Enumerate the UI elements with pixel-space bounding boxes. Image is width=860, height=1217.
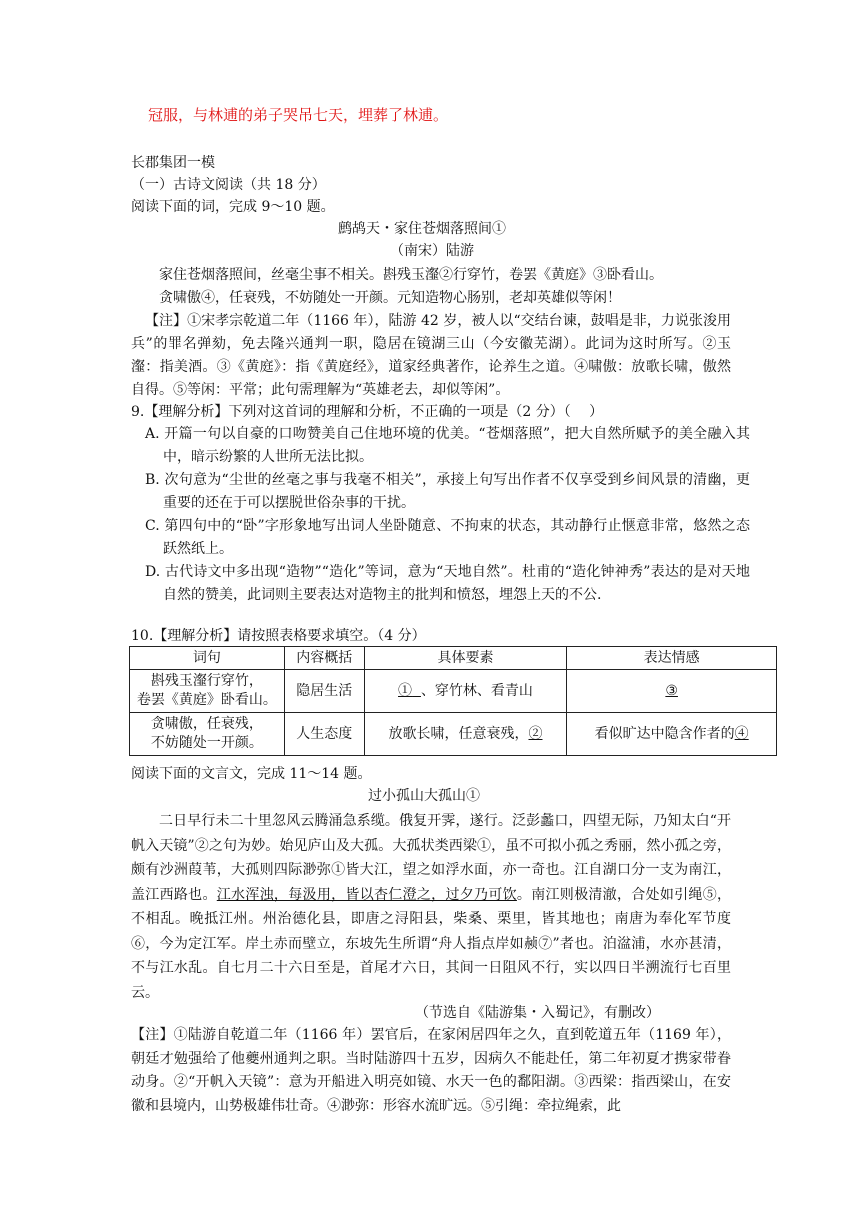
poem-intro: 阅读下面的词，完成 9～10 题。 [131,199,335,215]
answer-blank-1[interactable]: ① [398,682,413,699]
cell-line: 贪啸傲，任衰残， [150,716,263,732]
cell-line: 不妨随处一开颜。 [150,735,263,751]
prose-underlined-sentence: 江水浑浊，每汲用，皆以杏仁澄之，过夕乃可饮 [216,886,517,903]
elements-text: 放歌长啸，任意衰残， [388,725,529,742]
cell-line: 卷罢《黄庭》卧看山。 [136,692,277,708]
section-title: （一）古诗文阅读（共 18 分） [131,177,326,193]
table-header-row [130,647,777,670]
table-cell-elements [364,713,567,756]
prose-intro: 阅读下面的文言文，完成 11～14 题。 [131,766,372,782]
elements-rest: 、穿竹林、看青山 [420,682,533,699]
prose-paragraph [131,809,731,1005]
poem-author: （南宋）陆游 [390,243,474,259]
table-header: 内容概括 [284,647,364,670]
prose-text-b: 。南江则极清澈，合处如引绳⑤，不相乱。晚抵江州。州治德化县，即唐之浔阳县，柴桑、栗里，皆其地也；南唐为奉化军节度⑥，今为定江军。岸土赤而壁立，东坡先生所谓“舟人指点岸如赪⑦”者也。泊湓浦，水亦甚清，不与江水乱。自七月二十六日至是，首尾才六日，其间一日阻风不行，实以四日半溯流行七百里云。 [131,886,732,1001]
table-header: 表达情感 [567,647,777,670]
emotion-prefix: 看似旷达中隐含作者的 [594,725,735,742]
answer-blank-2[interactable]: ② [528,725,543,742]
table-header: 具体要素 [364,647,567,670]
prose-source: （节选自《陆游集・入蜀记》，有删改） [415,1005,660,1021]
poem-note: 【注】①宋孝宗乾道二年（1166 年），陆游 42 岁，被人以“交结台谏，鼓唱是非，力说张浚用兵”的罪名弹劾，免去隆兴通判一职，隐居在镜湖三山（今安徽芜湖）。此词为这时所写。②玉瀣：指美酒。③《黄庭》：指《黄庭经》，道家经典著作，论养生之道。④啸傲：放歌长啸，傲然自得。⑤等闲：平常；此句需理解为“英雄老去，却似等闲”。 [131,313,731,398]
table-row [130,713,777,756]
table-cell-lines [130,713,285,756]
answer-blank-4[interactable]: ④ [734,725,749,742]
question-9-stem: 9.【理解分析】下列对这首词的理解和分析，不正确的一项是（2 分）（ ） [131,404,604,420]
answer-blank-3[interactable]: ③ [665,682,678,699]
question-9-option-a: A. 开篇一句以自豪的口吻赞美自己住地环境的优美。“苍烟落照”，把大自然所赋予的美全融入其中，暗示纷繁的人世所无法比拟。 [145,426,750,465]
prose-note: 【注】①陆游自乾道二年（1166 年）罢官后，在家闲居四年之久，直到乾道五年（1169 年），朝廷才勉强给了他夔州通判之职。当时陆游四十五岁，因病久不能赴任，第二年初夏才携家带眷动身。②“开帆入天镜”：意为开船进入明亮如镜、水天一色的鄱阳湖。③西梁：指西梁山，在安徽和县境内，山势极雄伟壮奇。④渺弥：形容水流旷远。⑤引绳：牵拉绳索，此 [131,1027,731,1114]
table-cell-elements [364,670,567,713]
table-cell-summary: 人生态度 [284,713,364,756]
poem-line-1: 家住苍烟落照间，丝毫尘事不相关。斟残玉瀣②行穿竹，卷罢《黄庭》③卧看山。 [159,267,663,283]
table-cell-lines [130,670,285,713]
question-9-option-d: D. 古代诗文中多出现“造物”“造化”等词，意为“天地自然”。杜甫的“造化钟神秀”表达的是对天地自然的赞美，此词则主要表达对造物主的批判和愤怒，埋怨上天的不公. [145,564,750,603]
poem-line-2: 贪啸傲④，任衰残，不妨随处一开颜。元知造物心肠别，老却英雄似等闲！ [159,290,621,306]
blank-underline [412,683,421,699]
table-cell-emotion [567,713,777,756]
prose-title: 过小孤山大孤山① [368,788,480,804]
question-10-stem: 10.【理解分析】请按照表格要求填空。（4 分） [131,628,426,644]
exam-title: 长郡集团一模 [131,155,215,171]
table-cell-summary: 隐居生活 [284,670,364,713]
table-row [130,670,777,713]
cell-line: 斟残玉瀣行穿竹， [150,673,263,689]
poem-title: 鹧鸪天・家住苍烟落照间① [338,221,506,237]
prose-text-a: 二日早行未二十里忽风云腾涌急系缆。俄复开霁，遂行。泛彭蠡口，四望无际，乃知太白“开帆入天镜”②之句为妙。始见庐山及大孤。大孤状类西梁①，虽不可拟小孤之秀丽，然小孤之旁，颇有沙洲葭苇，大孤则四际渺弥①皆大江，望之如浮水面，亦一奇也。江自湖口分一支为南江，盖江西路也。 [131,813,731,903]
table-cell-emotion [567,670,777,713]
question-9-option-c: C. 第四句中的“卧”字形象地写出词人坐卧随意、不拘束的状态，其动静行止惬意非常，悠然之态跃然纸上。 [145,518,750,557]
question-10-table [129,646,777,756]
top-red-line: 冠服，与林逋的弟子哭吊七天，埋葬了林逋。 [148,106,449,124]
question-9-option-b: B. 次句意为“尘世的丝毫之事与我毫不相关”，承接上句写出作者不仅享受到乡间风景的清幽，更重要的还在于可以摆脱世俗杂事的干扰。 [145,472,750,511]
table-header: 词句 [130,647,285,670]
